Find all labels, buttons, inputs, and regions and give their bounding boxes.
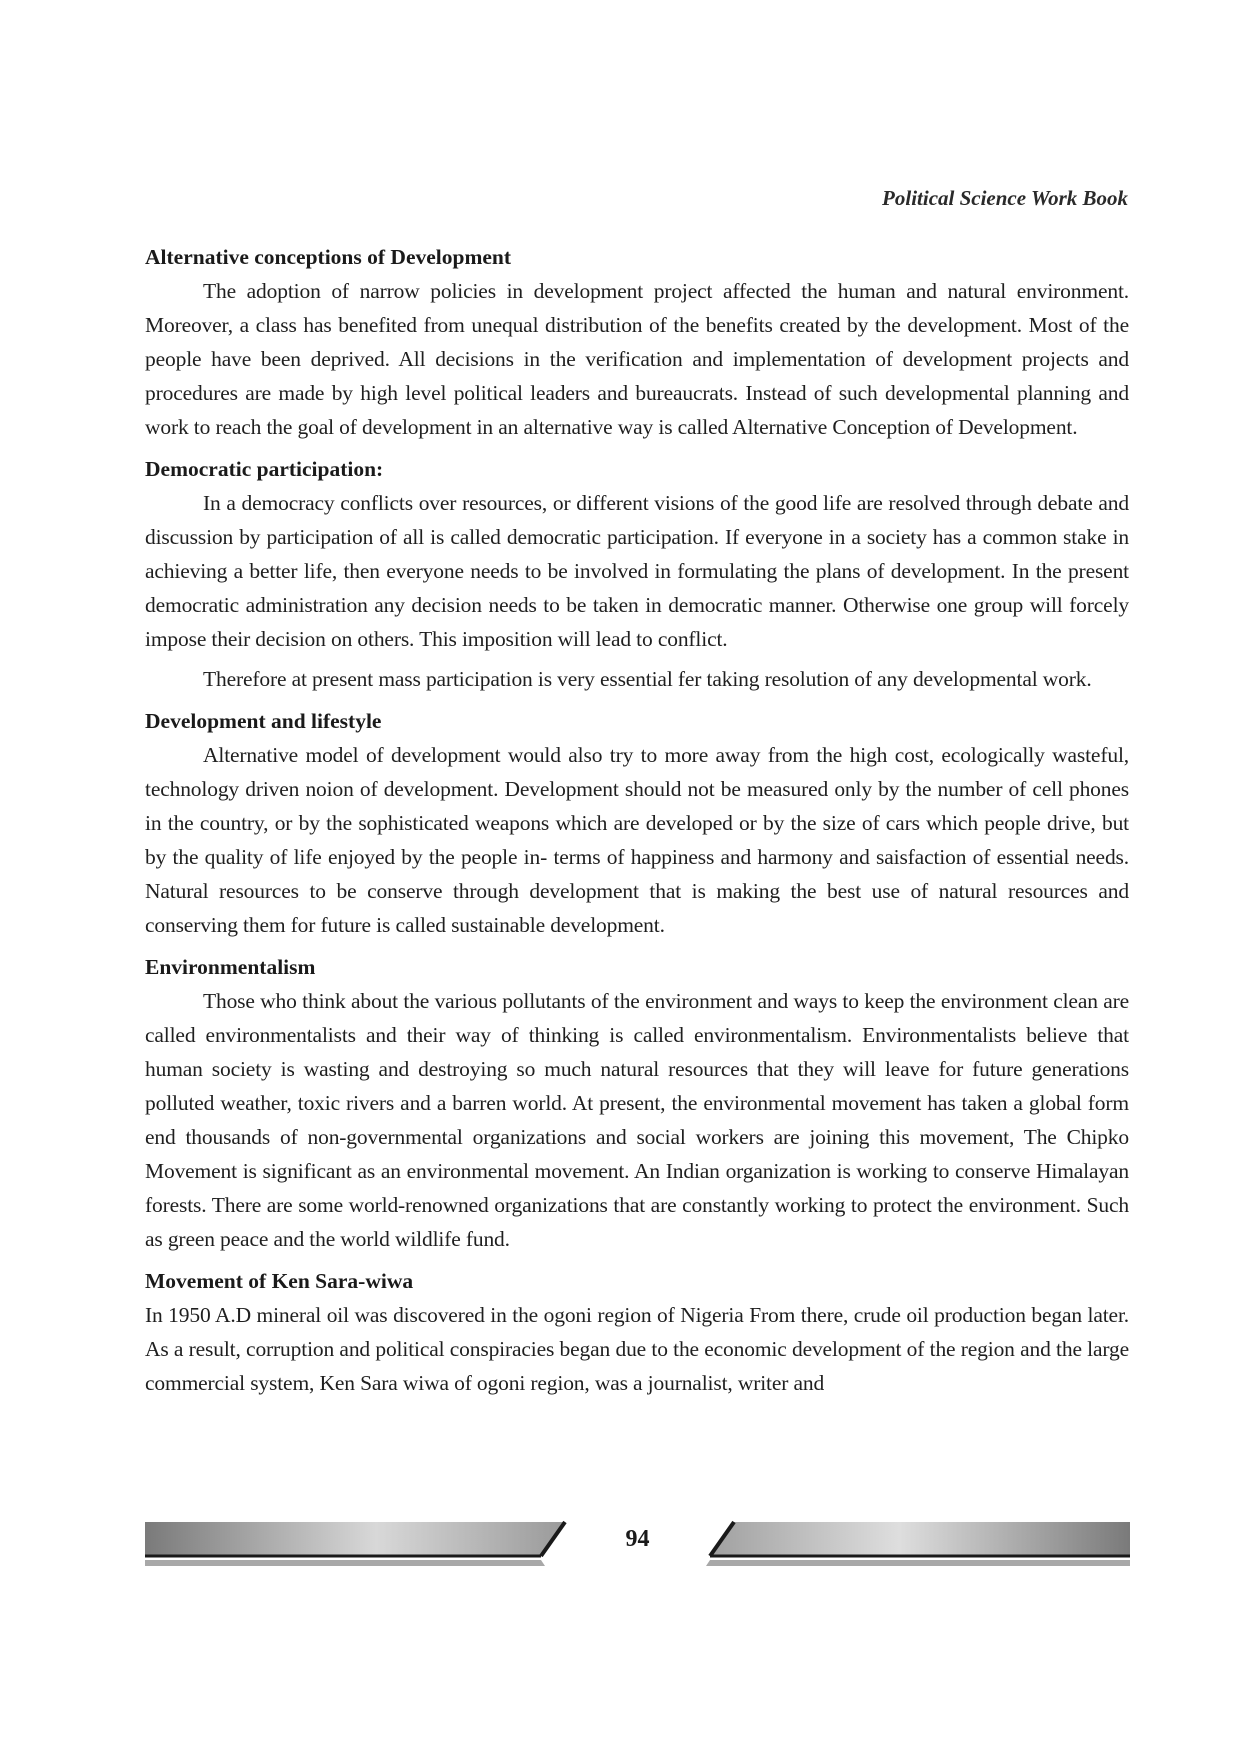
section-heading-ken-sara-wiwa: Movement of Ken Sara-wiwa [145, 1269, 414, 1293]
paragraph: The adoption of narrow policies in development project affected the human and natural environment. Moreover, a class has benefited from unequal distribution of the benefits created by the development. Most of the people have been deprived. All decisions in the verification and implementation of development projects and procedures are made by high level political leaders and bureaucrats. Instead of such developmental planning and work to reach the goal of development in an alternative way is called Alternative Conception of Development. [145, 279, 1129, 439]
running-header: Political Science Work Book [882, 186, 1128, 210]
paragraph: In 1950 A.D mineral oil was discovered in the ogoni region of Nigeria From there, crude oil production began later. As a result, corruption and political conspiracies began due to the economic development of the region and the large commercial system, Ken Sara wiwa of ogoni region, was a journalist, writer and [145, 1303, 1129, 1395]
page-number: 94 [625, 1526, 650, 1552]
page-body [145, 238, 1129, 1406]
section-heading-environmentalism: Environmentalism [145, 955, 316, 979]
page-footer [145, 1518, 1130, 1568]
section-heading-democratic-participation: Democratic participation: [145, 457, 384, 481]
section-heading-development-lifestyle: Development and lifestyle [145, 709, 382, 733]
paragraph: Those who think about the various pollutants of the environment and ways to keep the environment clean are called environmentalists and their way of thinking is called environmentalism. Environmentalists believe that human society is wasting and destroying so much natural resources that they will leave for future generations polluted weather, toxic rivers and a barren world. At present, the environmental movement has taken a global form end thousands of non-governmental organizations and social workers are joining this movement, The Chipko Movement is significant as an environmental movement. An Indian organization is working to conserve Himalayan forests. There are some world-renowned organizations that are constantly working to protect the environment. Such as green peace and the world wildlife fund. [145, 989, 1129, 1251]
paragraph: Therefore at present mass participation is very essential fer taking resolution of any developmental work. [203, 667, 1092, 691]
paragraph: In a democracy conflicts over resources, or different visions of the good life are resolved through debate and discussion by participation of all is called democratic participation. If everyone in a society has a common stake in achieving a better life, then everyone needs to be involved in formulating the plans of development. In the present democratic administration any decision needs to be taken in democratic manner. Otherwise one group will forcely impose their decision on others. This imposition will lead to conflict. [145, 491, 1129, 651]
paragraph: Alternative model of development would also try to more away from the high cost, ecologically wasteful, technology driven noion of development. Development should not be measured only by the number of cell phones in the country, or by the sophisticated weapons which are developed or by the size of cars which people drive, but by the quality of life enjoyed by the people in- terms of happiness and harmony and saisfaction of essential needs. Natural resources to be conserve through development that is making the best use of natural resources and conserving them for future is called sustainable development. [145, 743, 1129, 937]
section-heading-alternative-conceptions: Alternative conceptions of Development [145, 245, 512, 269]
